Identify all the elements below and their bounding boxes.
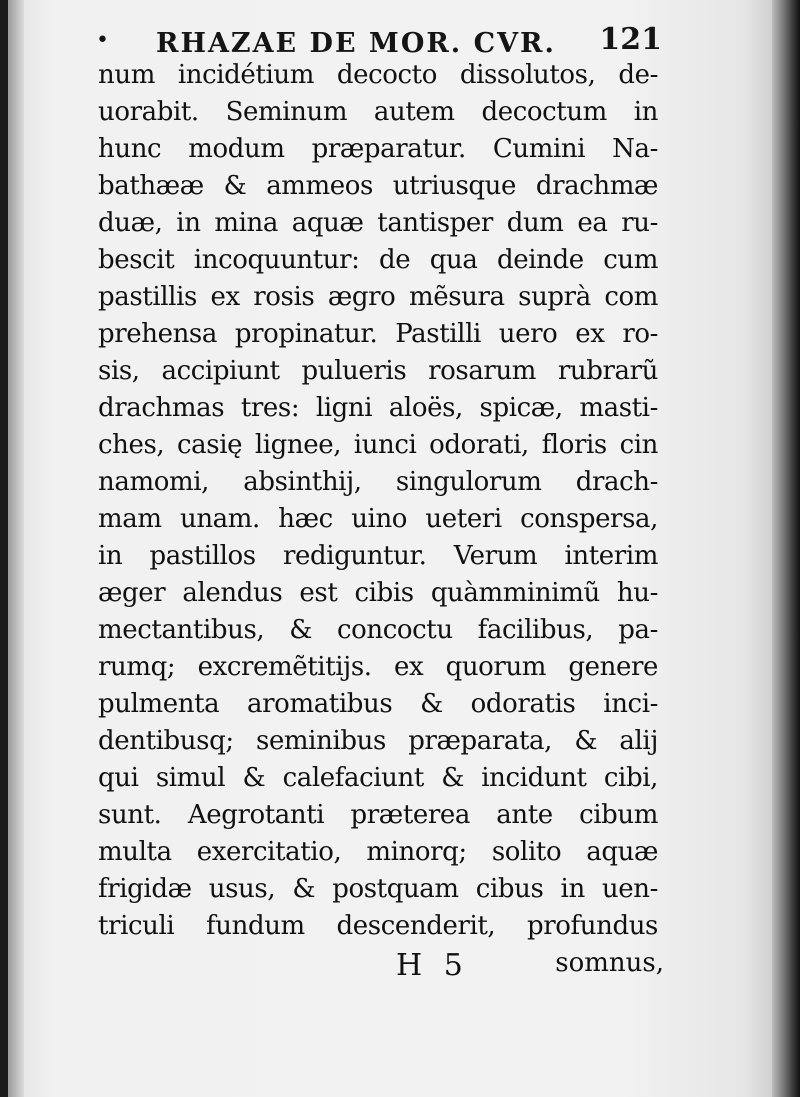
text-line: namomi, absinthij, singulorum drach- (98, 467, 658, 497)
text-line: qui simul & calefaciunt & incidunt cibi, (98, 763, 658, 793)
text-line: mam unam. hæc uino ueteri conspersa, (98, 504, 658, 534)
head-mark: • (96, 28, 109, 53)
page-edge-shadow (772, 0, 800, 1097)
text-line: æger alendus est cibis quàmminimũ hu- (98, 578, 658, 608)
text-block (98, 57, 658, 945)
text-line: sis, accipiunt pulueris rosarum rubrarũ (98, 356, 658, 386)
text-line: duæ, in mina aquæ tantisper dum ea ru- (98, 208, 658, 238)
text-line: multa exercitatio, minorq; solito aquæ (98, 837, 658, 867)
text-line: dentibusq; seminibus præparata, & alij (98, 726, 658, 756)
text-line: hunc modum præparatur. Cumini Na- (98, 134, 658, 164)
text-line: sunt. Aegrotanti præterea ante cibum (98, 800, 658, 830)
text-line: uorabit. Seminum autem decoctum in (98, 97, 658, 127)
running-head (96, 22, 662, 62)
text-line: ches, casię lignee, iunci odorati, floris cin (98, 430, 658, 460)
text-line: triculi fundum descenderit, profundus (98, 911, 658, 941)
book-page (8, 0, 774, 1097)
text-line: prehensa propinatur. Pastilli uero ex ro- (98, 319, 658, 349)
page-footer (98, 948, 664, 992)
text-line: pastillis ex rosis ægro mẽsura suprà com (98, 282, 658, 312)
text-line: bescit incoquuntur: de qua deinde cum (98, 245, 658, 275)
text-line: bathææ & ammeos utriusque drachmæ (98, 171, 658, 201)
text-line: mectantibus, & concoctu facilibus, pa- (98, 615, 658, 645)
page-number: 121 (599, 22, 662, 57)
text-line: drachmas tres: ligni aloës, spicæ, masti- (98, 393, 658, 423)
text-line: rumq; excremẽtitijs. ex quorum genere (98, 652, 658, 682)
catchword: somnus, (555, 948, 664, 978)
running-title: RHAZAE DE MOR. CVR. (156, 28, 556, 59)
signature-mark: H 5 (396, 948, 469, 983)
text-line: num incidétium decocto dissolutos, de- (98, 60, 658, 90)
text-line: pulmenta aromatibus & odoratis inci- (98, 689, 658, 719)
gutter-shadow (8, 0, 24, 1097)
text-line: in pastillos rediguntur. Verum interim (98, 541, 658, 571)
text-line: frigidæ usus, & postquam cibus in uen- (98, 874, 658, 904)
